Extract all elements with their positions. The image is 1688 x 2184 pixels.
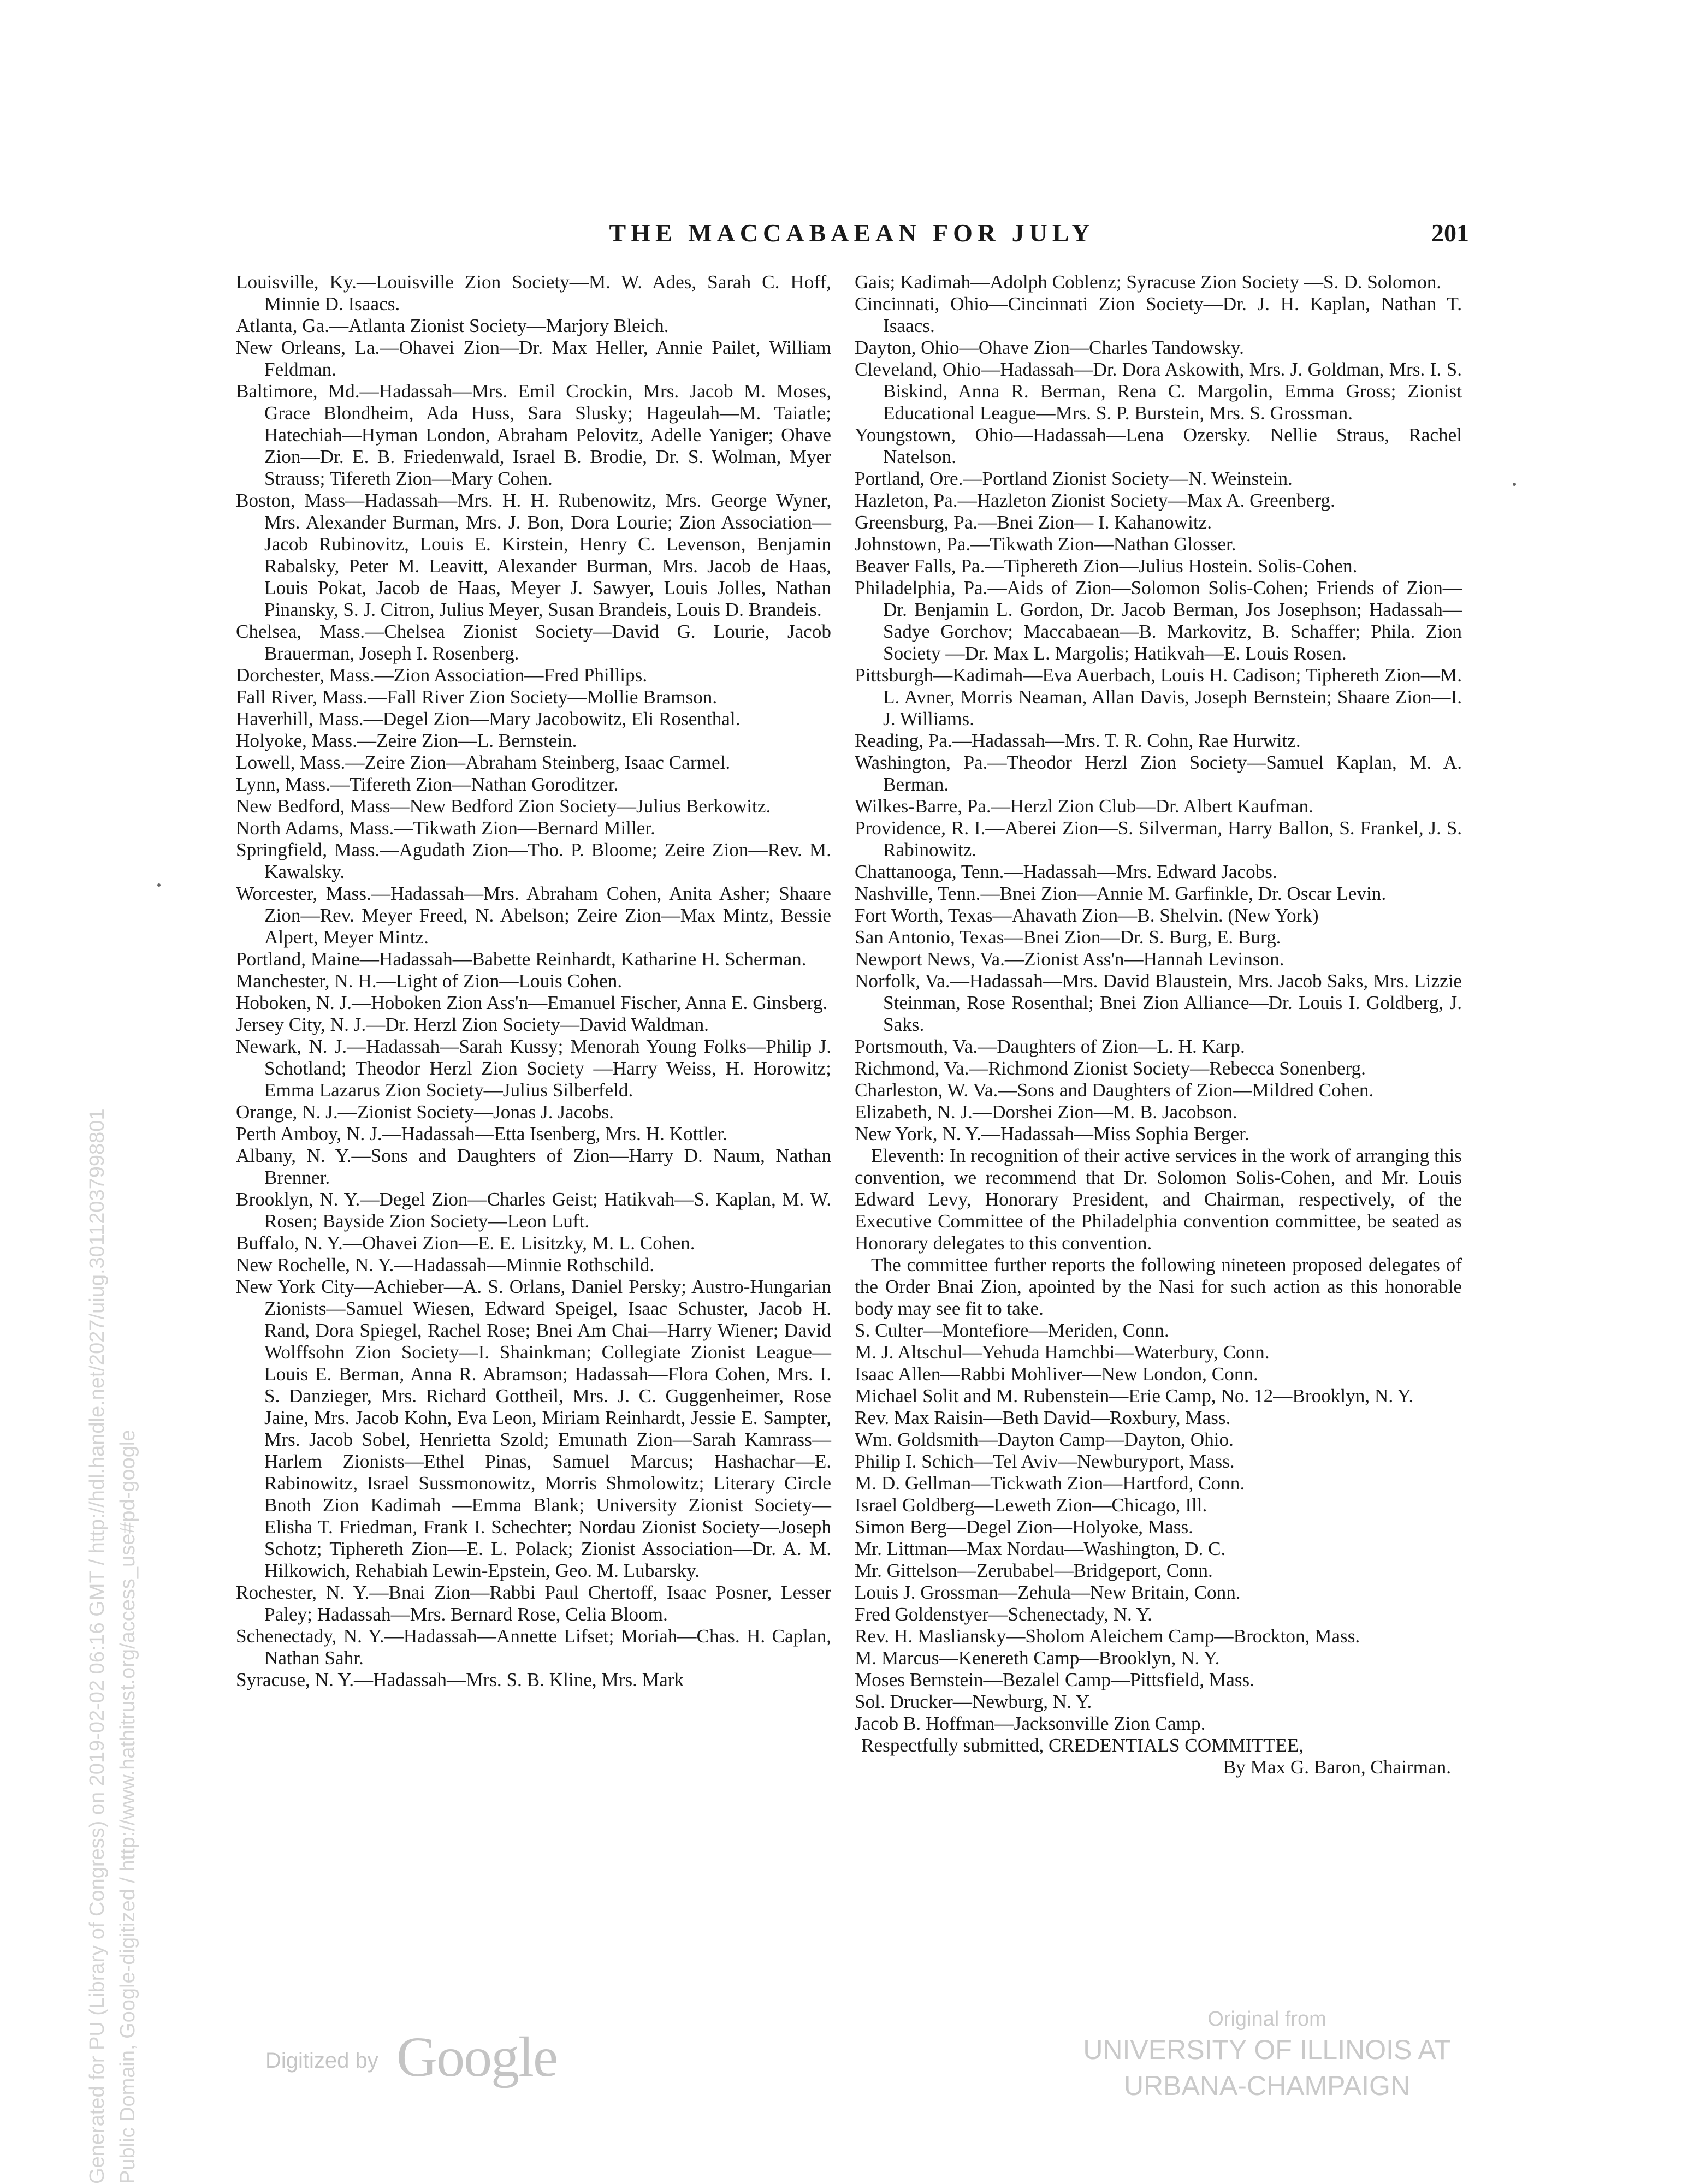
delegate-entry: Hoboken, N. J.—Hoboken Zion Ass'n—Emanuel Fischer, Anna E. Ginsberg.: [236, 992, 828, 1013]
bnai-zion-delegate: Rev. Max Raisin—Beth David—Roxbury, Mass.: [855, 1407, 1231, 1428]
delegate-entry: Louisville, Ky.—Louisville Zion Society—M. W. Ades, Sarah C. Hoff, Minnie D. Isaacs.: [236, 271, 831, 314]
delegate-entry: Fort Worth, Texas—Ahavath Zion—B. Shelvin. (New York): [855, 905, 1319, 926]
bnai-zion-delegate: Jacob B. Hoffman—Jacksonville Zion Camp.: [855, 1713, 1206, 1734]
delegate-entry: Lowell, Mass.—Zeire Zion—Abraham Steinberg, Isaac Carmel.: [236, 752, 731, 773]
google-logo: Google: [396, 2026, 558, 2088]
page-header: [235, 218, 1469, 257]
delegate-entry: Jersey City, N. J.—Dr. Herzl Zion Society—David Waldman.: [236, 1014, 709, 1035]
original-from-text: Original from: [1207, 2008, 1326, 2031]
bnai-zion-delegate: Rev. H. Masliansky—Sholom Aleichem Camp—Brockton, Mass.: [855, 1625, 1360, 1647]
delegate-entry: Elizabeth, N. J.—Dorshei Zion—M. B. Jacobson.: [855, 1101, 1237, 1123]
delegate-entry: Lynn, Mass.—Tifereth Zion—Nathan Goroditzer.: [236, 774, 619, 795]
delegate-entry: Schenectady, N. Y.—Hadassah—Annette Lifset; Moriah—Chas. H. Caplan, Nathan Sahr.: [236, 1625, 831, 1669]
delegate-entry: Washington, Pa.—Theodor Herzl Zion Society—Samuel Kaplan, M. A. Berman.: [855, 752, 1462, 795]
bnai-zion-delegate-list: [855, 1320, 1462, 1735]
delegate-entry: Gais; Kadimah—Adolph Coblenz; Syracuse Zion Society —S. D. Solomon.: [855, 271, 1442, 293]
delegate-entry: Newport News, Va.—Zionist Ass'n—Hannah Levinson.: [855, 948, 1284, 970]
scan-speck: [157, 883, 161, 887]
hathitrust-side-notice: [82, 1037, 147, 2184]
left-column: [236, 271, 831, 1691]
delegate-entry: Portsmouth, Va.—Daughters of Zion—L. H. Karp.: [855, 1036, 1245, 1057]
delegate-entry: San Antonio, Texas—Bnei Zion—Dr. S. Burg, E. Burg.: [855, 927, 1281, 948]
delegate-entry: Norfolk, Va.—Hadassah—Mrs. David Blaustein, Mrs. Jacob Saks, Mrs. Lizzie Steinman, Rose Rosenthal; Bnei Zion Alliance—Dr. Louis I. Goldberg, J. Saks.: [855, 970, 1462, 1035]
digitized-by-text: Digitized by: [265, 2049, 378, 2073]
running-title: THE MACCABAEAN FOR JULY: [609, 219, 1095, 247]
delegate-entry: Portland, Maine—Hadassah—Babette Reinhardt, Katharine H. Scherman.: [236, 948, 807, 970]
delegate-entry: Cleveland, Ohio—Hadassah—Dr. Dora Askowith, Mrs. J. Goldman, Mrs. I. S. Biskind, Anna R. Berman, Rena C. Margolin, Emma Gross; Zionist Educational League—Mrs. S. P. Burstein, Mrs. S. Grossman.: [855, 359, 1462, 424]
delegate-entry: Orange, N. J.—Zionist Society—Jonas J. Jacobs.: [236, 1101, 614, 1123]
bnai-zion-delegate: Fred Goldenstyer—Schenectady, N. Y.: [855, 1604, 1152, 1625]
delegate-entry: Wilkes-Barre, Pa.—Herzl Zion Club—Dr. Albert Kaufman.: [855, 796, 1313, 817]
delegate-entry: Philadelphia, Pa.—Aids of Zion—Solomon Solis-Cohen; Friends of Zion—Dr. Benjamin L. Gordon, Dr. Jacob Berman, Jos Josephson; Hadassah—Sadye Gorchov; Maccabaean—B. Markovitz, B. Schaffer; Phila. Zion Society —Dr. Max L. Margolis; Hatikvah—E. Louis Rosen.: [855, 577, 1462, 664]
delegate-entry: Manchester, N. H.—Light of Zion—Louis Cohen.: [236, 970, 623, 992]
delegate-entry: North Adams, Mass.—Tikwath Zion—Bernard Miller.: [236, 817, 655, 839]
delegate-entry: Youngstown, Ohio—Hadassah—Lena Ozersky. Nellie Straus, Rachel Natelson.: [855, 424, 1462, 467]
side-notice-line-1: Generated for PU (Library of Congress) on 2019-02-02 06:16 GMT / http://hdl.handle.net/2027/uiug.30112037998801: [86, 1108, 109, 2184]
bnai-zion-delegate: Louis J. Grossman—Zehula—New Britain, Conn.: [855, 1582, 1241, 1603]
delegate-entry: Chattanooga, Tenn.—Hadassah—Mrs. Edward Jacobs.: [855, 861, 1277, 882]
delegate-entry: Dorchester, Mass.—Zion Association—Fred Phillips.: [236, 664, 648, 686]
bnai-zion-delegate: Wm. Goldsmith—Dayton Camp—Dayton, Ohio.: [855, 1429, 1234, 1450]
committee-report-paragraph: The committee further reports the following nineteen proposed delegates of the Order Bnai Zion, apointed by the Nasi for such action as this honorable body may see fit to take.: [855, 1254, 1462, 1319]
delegate-entry: Haverhill, Mass.—Degel Zion—Mary Jacobowitz, Eli Rosenthal.: [236, 708, 741, 729]
delegate-entry: Syracuse, N. Y.—Hadassah—Mrs. S. B. Kline, Mrs. Mark: [236, 1669, 684, 1690]
institution-line-2: URBANA-CHAMPAIGN: [1123, 2070, 1411, 2101]
bnai-zion-delegate: M. Marcus—Kenereth Camp—Brooklyn, N. Y.: [855, 1647, 1220, 1669]
bnai-zion-delegate: M. J. Altschul—Yehuda Hamchbi—Waterbury, Conn.: [855, 1342, 1270, 1363]
bnai-zion-delegate: Mr. Littman—Max Nordau—Washington, D. C.: [855, 1538, 1226, 1559]
delegate-entry: Fall River, Mass.—Fall River Zion Society—Mollie Bramson.: [236, 686, 718, 708]
bnai-zion-delegate: Mr. Gittelson—Zerubabel—Bridgeport, Conn.: [855, 1560, 1213, 1581]
delegate-entry: Albany, N. Y.—Sons and Daughters of Zion—Harry D. Naum, Nathan Brenner.: [236, 1145, 831, 1188]
bnai-zion-delegate: Israel Goldberg—Leweth Zion—Chicago, Ill.: [855, 1494, 1207, 1516]
side-notice-line-2: Public Domain, Google-digitized / http://www.hathitrust.org/access_use#pd-google: [116, 1429, 139, 2184]
delegate-entry: Richmond, Va.—Richmond Zionist Society—Rebecca Sonenberg.: [855, 1058, 1366, 1079]
delegate-entry: Greensburg, Pa.—Bnei Zion— I. Kahanowitz.: [855, 512, 1212, 533]
delegate-entry: Boston, Mass—Hadassah—Mrs. H. H. Rubenowitz, Mrs. George Wyner, Mrs. Alexander Burman, Mrs. J. Bon, Dora Lourie; Zion Association—Jacob Rubinovitz, Louis E. Kirstein, Henry C. Levenson, Benjamin Rabalsky, Peter M. Leavitt, Alexander Burman, Mrs. Jacob de Haas, Louis Pokat, Jacob de Haas, Meyer J. Sawyer, Louis Jolles, Nathan Pinansky, S. J. Citron, Julius Meyer, Susan Brandeis, Louis D. Brandeis.: [236, 490, 831, 620]
bnai-zion-delegate: Simon Berg—Degel Zion—Holyoke, Mass.: [855, 1516, 1193, 1538]
delegate-entry: Springfield, Mass.—Agudath Zion—Tho. P. Bloome; Zeire Zion—Rev. M. Kawalsky.: [236, 839, 831, 882]
delegate-entry: Buffalo, N. Y.—Ohavei Zion—E. E. Lisitzky, M. L. Cohen.: [236, 1232, 695, 1254]
delegate-entry: Atlanta, Ga.—Atlanta Zionist Society—Marjory Bleich.: [236, 315, 669, 336]
delegate-entry: Chelsea, Mass.—Chelsea Zionist Society—David G. Lourie, Jacob Brauerman, Joseph I. Rosenberg.: [236, 621, 831, 664]
source-library-watermark: [1070, 2007, 1464, 2104]
bnai-zion-delegate: Moses Bernstein—Bezalel Camp—Pittsfield, Mass.: [855, 1669, 1255, 1690]
page-number: 201: [1431, 219, 1469, 247]
bnai-zion-delegate: Michael Solit and M. Rubenstein—Erie Camp, No. 12—Brooklyn, N. Y.: [855, 1385, 1414, 1406]
delegate-entry: Brooklyn, N. Y.—Degel Zion—Charles Geist; Hatikvah—S. Kaplan, M. W. Rosen; Bayside Zion Society—Leon Luft.: [236, 1189, 831, 1232]
delegate-entry: Beaver Falls, Pa.—Tiphereth Zion—Julius Hostein. Solis-Cohen.: [855, 555, 1358, 577]
bnai-zion-delegate: S. Culter—Montefiore—Meriden, Conn.: [855, 1320, 1169, 1341]
google-digitized-watermark: [265, 2025, 648, 2088]
delegate-entry: Reading, Pa.—Hadassah—Mrs. T. R. Cohn, Rae Hurwitz.: [855, 730, 1301, 751]
chairman-signature: By Max G. Baron, Chairman.: [1223, 1756, 1451, 1778]
delegate-entry: Nashville, Tenn.—Bnei Zion—Annie M. Garfinkle, Dr. Oscar Levin.: [855, 883, 1387, 904]
delegate-entry: Rochester, N. Y.—Bnai Zion—Rabbi Paul Chertoff, Isaac Posner, Lesser Paley; Hadassah—Mrs. Bernard Rose, Celia Bloom.: [236, 1582, 831, 1625]
institution-line-1: UNIVERSITY OF ILLINOIS AT: [1083, 2034, 1451, 2065]
delegate-entry: Pittsburgh—Kadimah—Eva Auerbach, Louis H. Cadison; Tiphereth Zion—M. L. Avner, Morris Neaman, Allan Davis, Joseph Bernstein; Shaare Zion—I. J. Williams.: [855, 664, 1462, 729]
eleventh-recommendation: Eleventh: In recognition of their active services in the work of arranging this convention, we recommend that Dr. Solomon Solis-Cohen, and Mr. Louis Edward Levy, Honorary President, and Chairman, respectively, of the Executive Committee of the Philadelphia convention committee, be seated as Honorary delegates to this convention.: [855, 1145, 1462, 1254]
delegate-entry: New Rochelle, N. Y.—Hadassah—Minnie Rothschild.: [236, 1254, 655, 1275]
delegate-entry: New York City—Achieber—A. S. Orlans, Daniel Persky; Austro-Hungarian Zionists—Samuel Wiesen, Edward Speigel, Isaac Schuster, Jacob H. Rand, Dora Spiegel, Rachel Rose; Bnei Am Chai—Harry Wiener; David Wolffsohn Zion Society—I. Shainkman; Collegiate Zionist League—Louis E. Berman, Anna R. Abramson; Hadassah—Flora Cohen, Mrs. I. S. Danzieger, Mrs. Richard Gottheil, Mrs. J. C. Guggenheimer, Rose Jaine, Mrs. Jacob Kohn, Eva Leon, Miriam Reinhardt, Jessie E. Sampter, Mrs. Jacob Sobel, Henrietta Szold; Emunath Zion—Sarah Kamrass—Harlem Zionists—Ethel Pinas, Samuel Marcus; Hashachar—E. Rabinowitz, Israel Sussmonowitz, Morris Shmolowitz; Literary Circle Bnoth Zion Kadimah —Emma Blank; University Zionist Society—Elisha T. Friedman, Frank I. Schechter; Nordau Zionist Society—Joseph Schotz; Tiphereth Zion—E. L. Polack; Zionist Association—Dr. A. M. Hilkowich, Rehabiah Lewin-Epstein, Geo. M. Lubarsky.: [236, 1276, 831, 1581]
delegate-entry: Charleston, W. Va.—Sons and Daughters of Zion—Mildred Cohen.: [855, 1079, 1374, 1101]
delegate-entry: Johnstown, Pa.—Tikwath Zion—Nathan Glosser.: [855, 533, 1236, 555]
delegate-entry: Portland, Ore.—Portland Zionist Society—N. Weinstein.: [855, 468, 1293, 489]
scan-speck: [1513, 483, 1516, 486]
delegate-entry: Cincinnati, Ohio—Cincinnati Zion Society—Dr. J. H. Kaplan, Nathan T. Isaacs.: [855, 293, 1462, 336]
bnai-zion-delegate: Sol. Drucker—Newburg, N. Y.: [855, 1691, 1092, 1712]
delegate-entry: Perth Amboy, N. J.—Hadassah—Etta Isenberg, Mrs. H. Kottler.: [236, 1123, 728, 1144]
delegate-entry: New Orleans, La.—Ohavei Zion—Dr. Max Heller, Annie Pailet, William Feldman.: [236, 337, 831, 380]
delegate-entry: Baltimore, Md.—Hadassah—Mrs. Emil Crockin, Mrs. Jacob M. Moses, Grace Blondheim, Ada Huss, Sara Slusky; Hageulah—M. Taiatle; Hatechiah—Hyman London, Abraham Pelovitz, Adelle Yaniger; Ohave Zion—Dr. E. B. Friedenwald, Israel B. Brodie, Dr. S. Wolman, Myer Strauss; Tifereth Zion—Mary Cohen.: [236, 381, 831, 489]
delegate-entry: Newark, N. J.—Hadassah—Sarah Kussy; Menorah Young Folks—Philip J. Schotland; Theodor Herzl Zion Society —Harry Weiss, H. Horowitz; Emma Lazarus Zion Society—Julius Silberfeld.: [236, 1036, 831, 1101]
bnai-zion-delegate: Philip I. Schich—Tel Aviv—Newburyport, Mass.: [855, 1451, 1235, 1472]
chapter-delegate-list: [855, 271, 1462, 1145]
bnai-zion-delegate: Isaac Allen—Rabbi Mohliver—New London, Conn.: [855, 1363, 1258, 1385]
delegate-entry: Holyoke, Mass.—Zeire Zion—L. Bernstein.: [236, 730, 577, 751]
delegate-entry: Providence, R. I.—Aberei Zion—S. Silverman, Harry Ballon, S. Frankel, J. S. Rabinowitz.: [855, 817, 1462, 860]
bnai-zion-delegate: M. D. Gellman—Tickwath Zion—Hartford, Conn.: [855, 1473, 1245, 1494]
delegate-entry: Dayton, Ohio—Ohave Zion—Charles Tandowsky.: [855, 337, 1244, 358]
delegate-entry: New York, N. Y.—Hadassah—Miss Sophia Berger.: [855, 1123, 1249, 1144]
delegate-entry: Worcester, Mass.—Hadassah—Mrs. Abraham Cohen, Anita Asher; Shaare Zion—Rev. Meyer Freed, N. Abelson; Zeire Zion—Max Mintz, Bessie Alpert, Meyer Mintz.: [236, 883, 831, 948]
delegate-entry: New Bedford, Mass—New Bedford Zion Society—Julius Berkowitz.: [236, 796, 771, 817]
right-column: [855, 271, 1462, 1778]
closing-line: Respectfully submitted, CREDENTIALS COMMITTEE,: [861, 1735, 1304, 1756]
delegate-entry: Hazleton, Pa.—Hazleton Zionist Society—Max A. Greenberg.: [855, 490, 1335, 511]
